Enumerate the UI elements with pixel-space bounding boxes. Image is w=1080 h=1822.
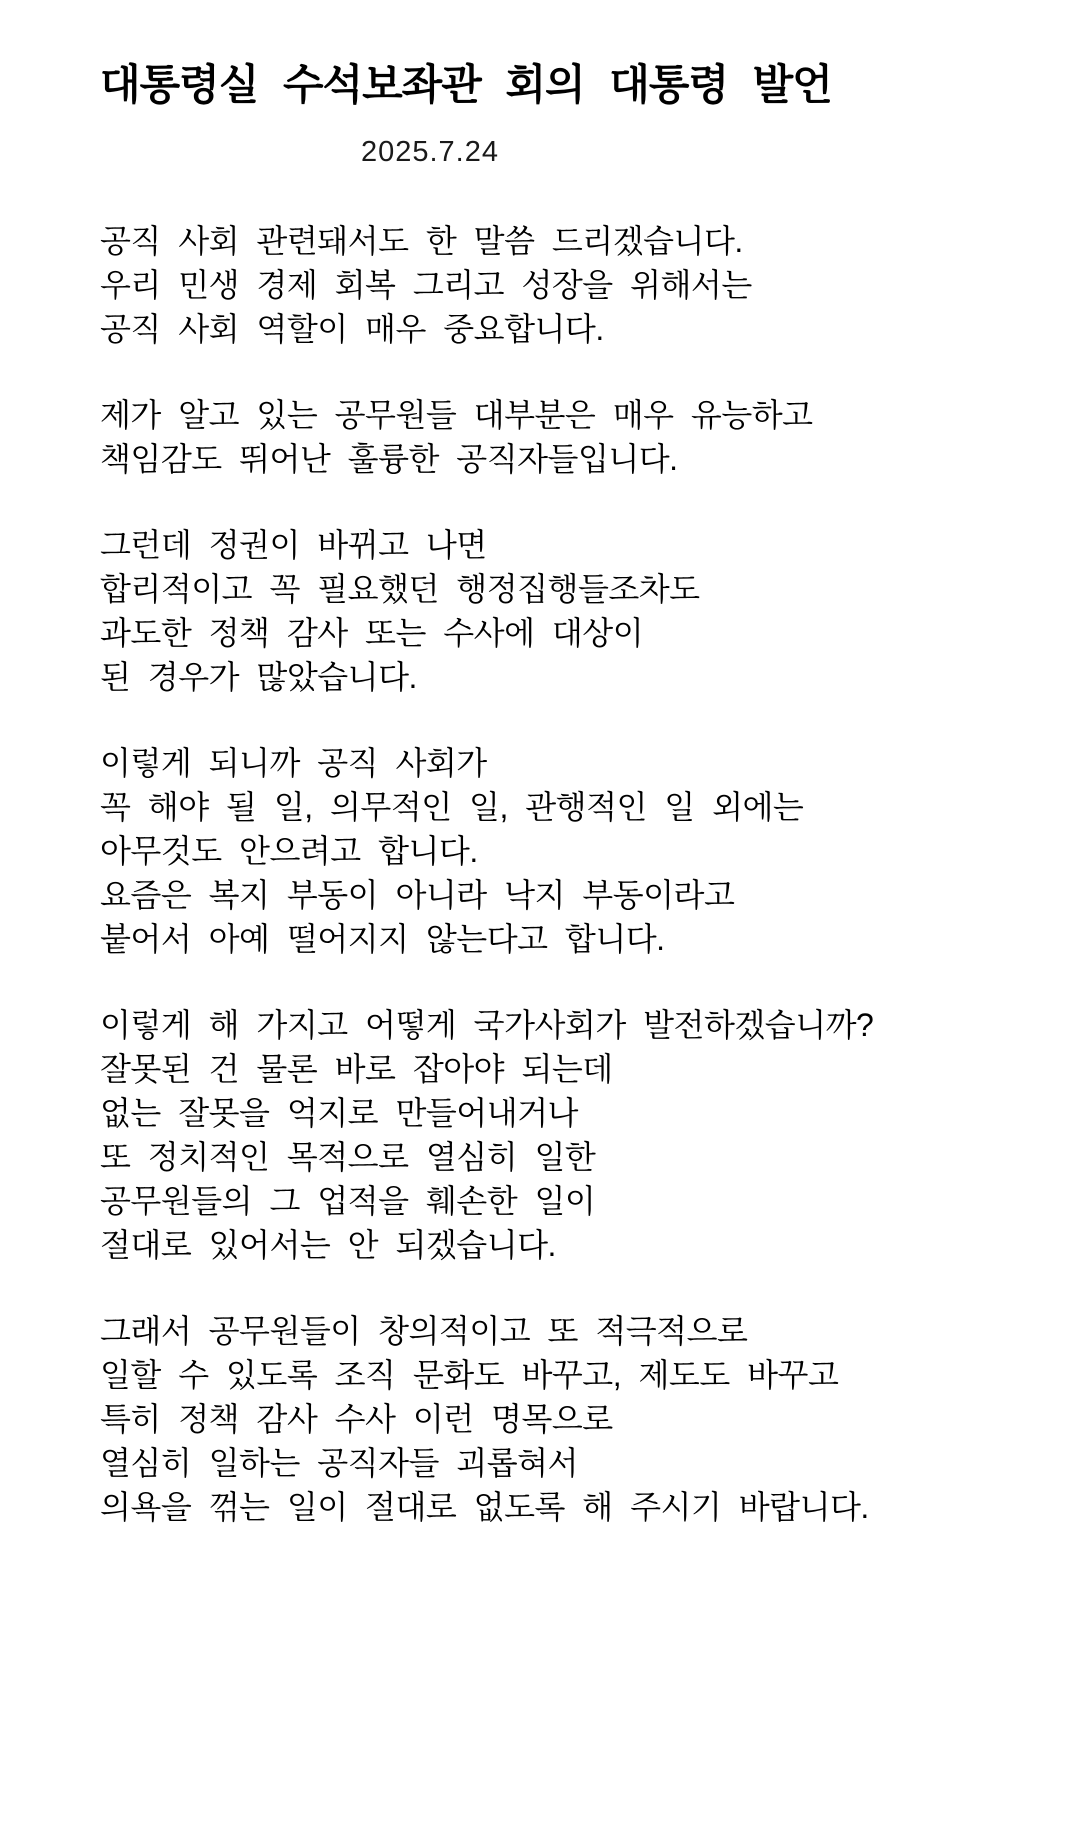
paragraph	[100, 1003, 1050, 1267]
document-body	[100, 219, 1050, 1529]
text-line: 특히 정책 감사 수사 이런 명목으로	[100, 1401, 613, 1437]
text-line: 책임감도 뛰어난 훌륭한 공직자들입니다.	[100, 441, 678, 477]
text-line: 우리 민생 경제 회복 그리고 성장을 위해서는	[100, 267, 752, 303]
text-line: 일할 수 있도록 조직 문화도 바꾸고, 제도도 바꾸고	[100, 1357, 839, 1393]
text-line: 절대로 있어서는 안 되겠습니다.	[100, 1227, 556, 1263]
document-title: 대통령실 수석보좌관 회의 대통령 발언	[100, 61, 832, 108]
text-line: 잘못된 건 물론 바로 잡아야 되는데	[100, 1051, 613, 1087]
text-line: 제가 알고 있는 공무원들 대부분은 매우 유능하고	[100, 397, 813, 433]
text-line: 그런데 정권이 바뀌고 나면	[100, 527, 487, 563]
text-line: 또 정치적인 목적으로 열심히 일한	[100, 1139, 596, 1175]
paragraph	[100, 523, 1050, 699]
paragraph	[100, 219, 1050, 351]
text-line: 이렇게 되니까 공직 사회가	[100, 745, 487, 781]
text-line: 붙어서 아예 떨어지지 않는다고 합니다.	[100, 921, 665, 957]
text-line: 열심히 일하는 공직자들 괴롭혀서	[100, 1445, 578, 1481]
text-line: 공무원들의 그 업적을 훼손한 일이	[100, 1183, 596, 1219]
text-line: 요즘은 복지 부동이 아니라 낙지 부동이라고	[100, 877, 735, 913]
text-line: 의욕을 꺾는 일이 절대로 없도록 해 주시기 바랍니다.	[100, 1489, 869, 1525]
text-line: 아무것도 안으려고 합니다.	[100, 833, 478, 869]
document-date: 2025.7.24	[360, 136, 499, 168]
text-line: 이렇게 해 가지고 어떻게 국가사회가 발전하겠습니까?	[100, 1007, 874, 1043]
paragraph	[100, 741, 1050, 961]
text-line: 과도한 정책 감사 또는 수사에 대상이	[100, 615, 644, 651]
paragraph	[100, 1309, 1050, 1529]
text-line: 없는 잘못을 억지로 만들어내거나	[100, 1095, 578, 1131]
text-line: 그래서 공무원들이 창의적이고 또 적극적으로	[100, 1313, 748, 1349]
text-line: 공직 사회 관련돼서도 한 말씀 드리겠습니다.	[100, 223, 743, 259]
text-line: 꼭 해야 될 일, 의무적인 일, 관행적인 일 외에는	[100, 789, 804, 825]
text-line: 된 경우가 많았습니다.	[100, 659, 417, 695]
text-line: 합리적이고 꼭 필요했던 행정집행들조차도	[100, 571, 700, 607]
paragraph	[100, 393, 1050, 481]
text-line: 공직 사회 역할이 매우 중요합니다.	[100, 311, 604, 347]
